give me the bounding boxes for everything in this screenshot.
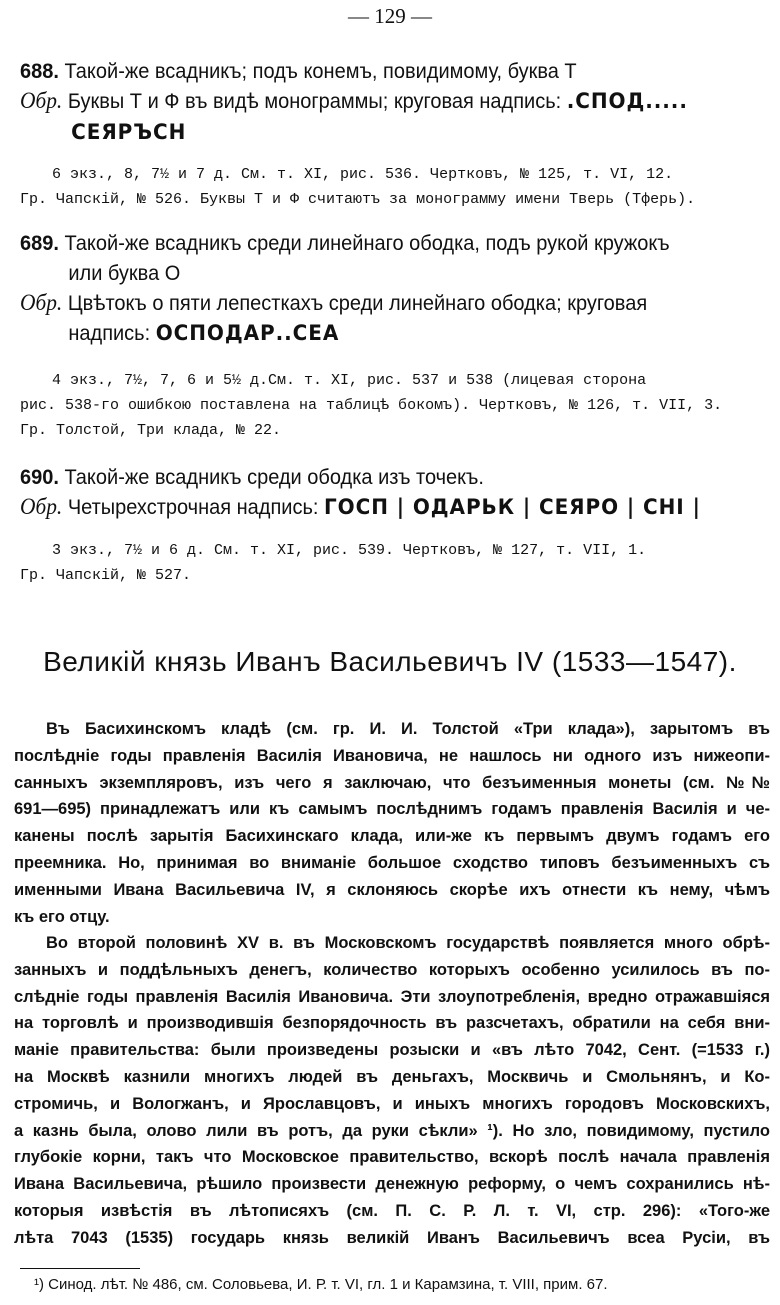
paragraph-2 [14,930,770,1252]
text-line: а казнь была, олово лили въ ротъ, да руки сѣкли» ¹). Но зло, повидимому, пустило [14,1121,770,1140]
entry-description: Такой-же всадникъ; подъ конемъ, повидимому, буква Т [64,59,577,83]
text-line: глубокіе корни, такъ что Московское правительство, вскорѣ послѣ начала правленія [14,1148,770,1167]
note-line: 3 экз., 7½ и 6 д. См. т. XI, рис. 539. Чертковъ, № 127, т. VII, 1. [52,542,647,559]
text-line: на торговлѣ и производившія безпорядочность въ разсчетахъ, обратили на себя вни- [14,1014,770,1033]
text-line: Во второй половинѣ XV в. въ Московскомъ государствѣ появляется много обрѣ- [46,934,770,952]
paragraph-1 [14,716,770,930]
entry-head [20,228,719,258]
entry-number: 689. [20,231,59,255]
note-line: рис. 538-го ошибкою поставлена на таблицѣ бокомъ). Чертковъ, № 126, т. VII, 3. [20,397,723,414]
entry-689 [20,228,772,349]
obverse-inscription: .СПОД..... [566,89,688,114]
footnote: ¹) Синод. лѣт. № 486, см. Соловьева, И. Р. т. VI, гл. 1 и Карамзина, т. VIII, прим. 67. [34,1276,608,1293]
entry-688-notes [20,162,772,212]
page-number: — 129 — [348,4,432,28]
entry-688 [20,56,772,148]
obverse-line-2 [20,318,719,349]
obverse-text: Цвѣтокъ о пяти лепесткахъ среди линейнаго ободка; круговая [67,291,648,315]
text-line: къ его отцу. [14,907,110,926]
obverse-line [20,86,719,117]
entry-head-2 [20,258,719,288]
text-line: послѣдніе годы правленія Василія Ивановича, не нашлось ни одного изъ нижеопи- [14,746,770,765]
entry-number: 688. [20,59,59,83]
text-line: именными Ивана Васильевича IV, я склоняюсь скорѣе ихъ отнести къ нему, чѣмъ [14,880,770,899]
entry-690 [20,462,772,523]
obverse-text-2: надпись: [68,321,151,345]
text-line: занныхъ и поддѣльныхъ денегъ, количество которыхъ особенно усилилось въ по- [14,960,770,979]
obverse-inscription: ГОСП | ОДАРЬК | СЕЯРО | СНІ | [323,495,701,520]
note-line: 6 экз., 8, 7½ и 7 д. См. т. XI, рис. 536. Чертковъ, № 125, т. VI, 12. [52,166,674,183]
note-line: 4 экз., 7½, 7, 6 и 5½ д.См. т. XI, рис. 537 и 538 (лицевая сторона [52,372,647,389]
text-line: санныхъ экземпляровъ, изъ чего я заключаю, что безъименныя монеты (см. №№ [14,773,770,792]
obverse-inscription: ОСПОДАР..СЕА [155,321,340,346]
footnote-divider [20,1268,140,1269]
text-line: Въ Басихинскомъ кладѣ (см. гр. И. И. Толстой «Три клада»), зарытомъ въ [46,720,770,738]
obverse-label: Обр. [20,88,63,113]
obverse-line [20,288,719,318]
text-line: канены послѣ зарытія Басихинскаго клада, или-же къ первымъ двумъ годамъ его [14,827,770,846]
obverse-line [20,492,719,523]
entry-head [20,462,719,492]
entry-description-2: или буква О [68,261,181,285]
text-line: на Москвѣ казнили многихъ людей въ деньгахъ, Москвичь и Смольнянъ, и Ко- [14,1067,770,1086]
obverse-label: Обр. [20,494,63,519]
entry-690-notes [20,538,772,588]
note-line: Гр. Чапскій, № 527. [20,567,192,584]
entry-description: Такой-же всадникъ среди ободка изъ точекъ. [64,465,484,489]
text-line: 691—695) принадлежатъ или къ самымъ послѣднимъ годамъ правленія Василія и че- [14,800,770,819]
text-line: Ивана Васильевича, рѣшило произвести денежную реформу, о чемъ сохранились нѣ- [14,1175,770,1194]
text-line: маніе правительства: были произведены розыски и «въ лѣто 7042, Сент. (=1533 г.) [14,1041,770,1060]
entry-number: 690. [20,465,59,489]
note-line: Гр. Чапскій, № 526. Буквы Т и Ф считаютъ за монограмму имени Тверь (Тферь). [20,191,696,208]
text-line: стромичь, и Вологжанъ, и Ярославцовъ, и иныхъ многихъ городовъ Московскихъ, [14,1094,770,1113]
obverse-text: Четырехстрочная надпись: [67,495,319,519]
obverse-line-2 [20,117,719,148]
section-title: Великій князь Иванъ Васильевичъ IV (1533—1547). [43,646,737,677]
text-line: слѣдніе годы правленія Василія Ивановича. Эти злоупотребленія, вредно отражавшіяся [14,987,770,1006]
text-line: которыя извѣстія въ лѣтописяхъ (см. П. С. Р. Л. т. VI, стр. 296): «Того-же [14,1201,770,1220]
note-line: Гр. Толстой, Три клада, № 22. [20,422,282,439]
entry-head [20,56,719,86]
text-line: лѣта 7043 (1535) государь князь великій Иванъ Васильевичъ всеа Русіи, въ [14,1228,770,1247]
obverse-text: Буквы Т и Ф въ видѣ монограммы; круговая надпись: [67,89,562,113]
text-line: преемника. Но, принимая во вниманіе большое сходство типовъ безъименныхъ съ [14,853,770,872]
entry-description: Такой-же всадникъ среди линейнаго ободка, подъ рукой кружокъ [64,231,670,255]
entry-689-notes [20,368,772,443]
obverse-inscription-2: СЕЯРЪСН [71,120,187,145]
obverse-label: Обр. [20,290,63,315]
